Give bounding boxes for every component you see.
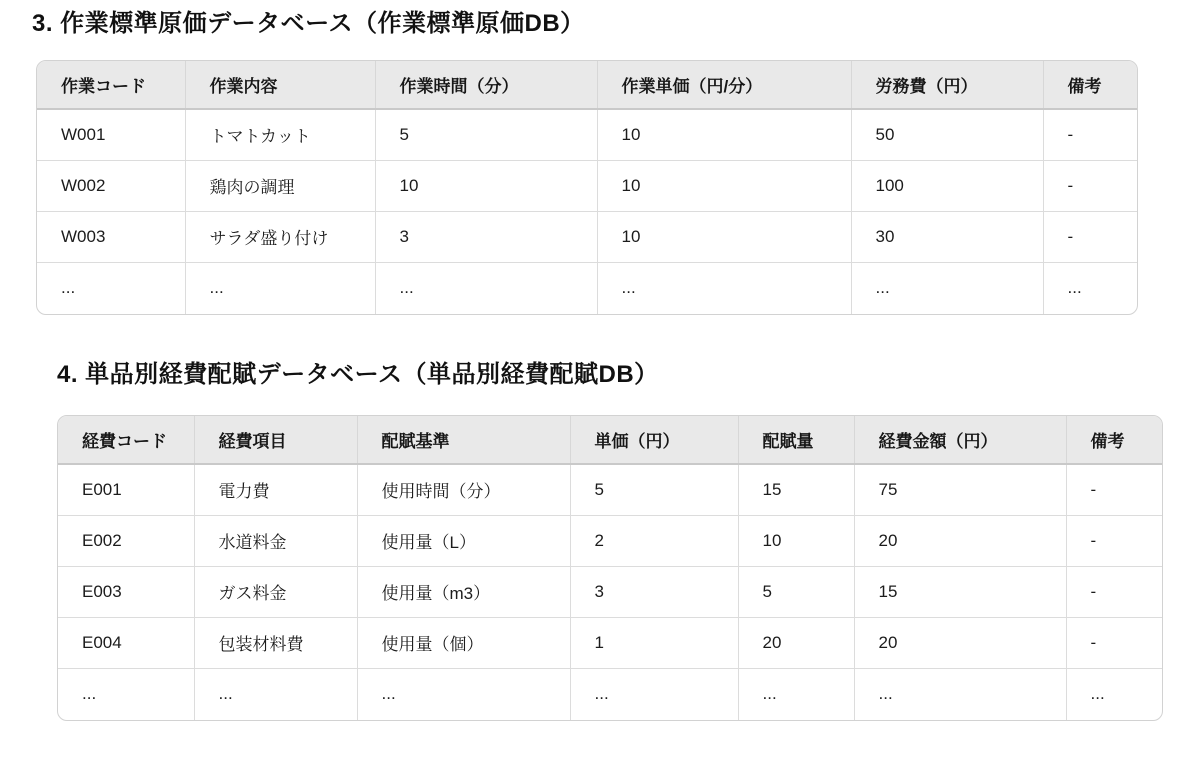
table-row	[37, 109, 1138, 160]
table-cell: 5	[375, 109, 597, 160]
table-cell: 100	[851, 160, 1043, 211]
table-cell: 使用時間（分）	[357, 464, 570, 515]
column-header: 単価（円）	[570, 416, 738, 464]
table-cell: E003	[58, 566, 194, 617]
column-header: 経費金額（円）	[854, 416, 1066, 464]
column-header: 備考	[1066, 416, 1163, 464]
table-cell: ...	[570, 668, 738, 720]
table-cell: 2	[570, 515, 738, 566]
table-cell: -	[1043, 160, 1138, 211]
header-row	[37, 61, 1138, 109]
section-work-standard-cost-db	[0, 0, 1200, 315]
expense-allocation-table-wrap	[57, 415, 1163, 721]
column-header: 労務費（円）	[851, 61, 1043, 109]
table-cell: 10	[597, 211, 851, 262]
section-title-work-standard-cost: 3. 作業標準原価データベース（作業標準原価DB）	[32, 10, 585, 37]
table-row	[37, 160, 1138, 211]
header-row	[58, 416, 1163, 464]
table-cell: E001	[58, 464, 194, 515]
table-cell: 20	[738, 617, 854, 668]
section-title-expense-allocation: 4. 単品別経費配賦データベース（単品別経費配賦DB）	[57, 361, 659, 388]
table-cell: 10	[375, 160, 597, 211]
column-header: 経費項目	[194, 416, 357, 464]
table-cell: 3	[375, 211, 597, 262]
table-cell: 使用量（個）	[357, 617, 570, 668]
table-cell: 水道料金	[194, 515, 357, 566]
table-cell: ...	[854, 668, 1066, 720]
table-cell: -	[1043, 109, 1138, 160]
table-cell: ...	[597, 262, 851, 314]
table-cell: ...	[357, 668, 570, 720]
table-cell: E002	[58, 515, 194, 566]
table-cell: サラダ盛り付け	[185, 211, 375, 262]
table-cell: ...	[1067, 278, 1082, 298]
table-row	[58, 617, 1163, 668]
column-header: 作業時間（分）	[375, 61, 597, 109]
table-cell: 電力費	[194, 464, 357, 515]
expense-allocation-table	[58, 416, 1163, 720]
table-cell: ...	[194, 668, 357, 720]
table-cell: -	[1043, 211, 1138, 262]
table-cell: 20	[854, 515, 1066, 566]
table-cell: -	[1066, 617, 1163, 668]
table-cell: 使用量（L）	[357, 515, 570, 566]
section-expense-allocation-db	[0, 315, 1200, 721]
table-cell: 10	[738, 515, 854, 566]
table-cell: 15	[738, 464, 854, 515]
column-header: 作業内容	[185, 61, 375, 109]
table-cell: 75	[854, 464, 1066, 515]
table-cell: -	[1066, 515, 1163, 566]
table-cell: 鶏肉の調理	[185, 160, 375, 211]
table-cell: 包装材料費	[194, 617, 357, 668]
table-cell: 1	[570, 617, 738, 668]
column-header: 経費コード	[58, 416, 194, 464]
table-cell: 30	[851, 211, 1043, 262]
table-cell: ガス料金	[194, 566, 357, 617]
table-cell: 10	[597, 160, 851, 211]
column-header: 作業コード	[37, 61, 185, 109]
table-row	[37, 211, 1138, 262]
table-cell: 3	[570, 566, 738, 617]
table-cell: 15	[854, 566, 1066, 617]
table-cell: 5	[570, 464, 738, 515]
table-cell: E004	[58, 617, 194, 668]
work-standard-cost-table	[37, 61, 1138, 314]
table-cell: ...	[37, 262, 185, 314]
table-cell: 20	[854, 617, 1066, 668]
work-standard-cost-table-wrap	[36, 60, 1138, 315]
table-cell: 使用量（m3）	[357, 566, 570, 617]
column-header: 配賦量	[738, 416, 854, 464]
table-cell: ...	[375, 262, 597, 314]
table-cell: ...	[185, 262, 375, 314]
table-cell: 5	[738, 566, 854, 617]
table-cell: -	[1066, 566, 1163, 617]
table-cell: ...	[58, 668, 194, 720]
column-header: 配賦基準	[357, 416, 570, 464]
table-cell: W001	[37, 109, 185, 160]
table-row	[58, 566, 1163, 617]
table-row	[37, 262, 1138, 314]
table-cell: -	[1066, 464, 1163, 515]
column-header: 備考	[1043, 61, 1138, 109]
table-cell: ...	[738, 668, 854, 720]
table-row	[58, 464, 1163, 515]
table-row	[58, 668, 1163, 720]
table-cell: トマトカット	[185, 109, 375, 160]
table-row	[58, 515, 1163, 566]
table-cell: ...	[1090, 684, 1105, 704]
table-cell: 10	[597, 109, 851, 160]
table-cell: W002	[37, 160, 185, 211]
table-cell: ...	[851, 262, 1043, 314]
column-header: 作業単価（円/分）	[597, 61, 851, 109]
table-cell: 50	[851, 109, 1043, 160]
table-cell: W003	[37, 211, 185, 262]
